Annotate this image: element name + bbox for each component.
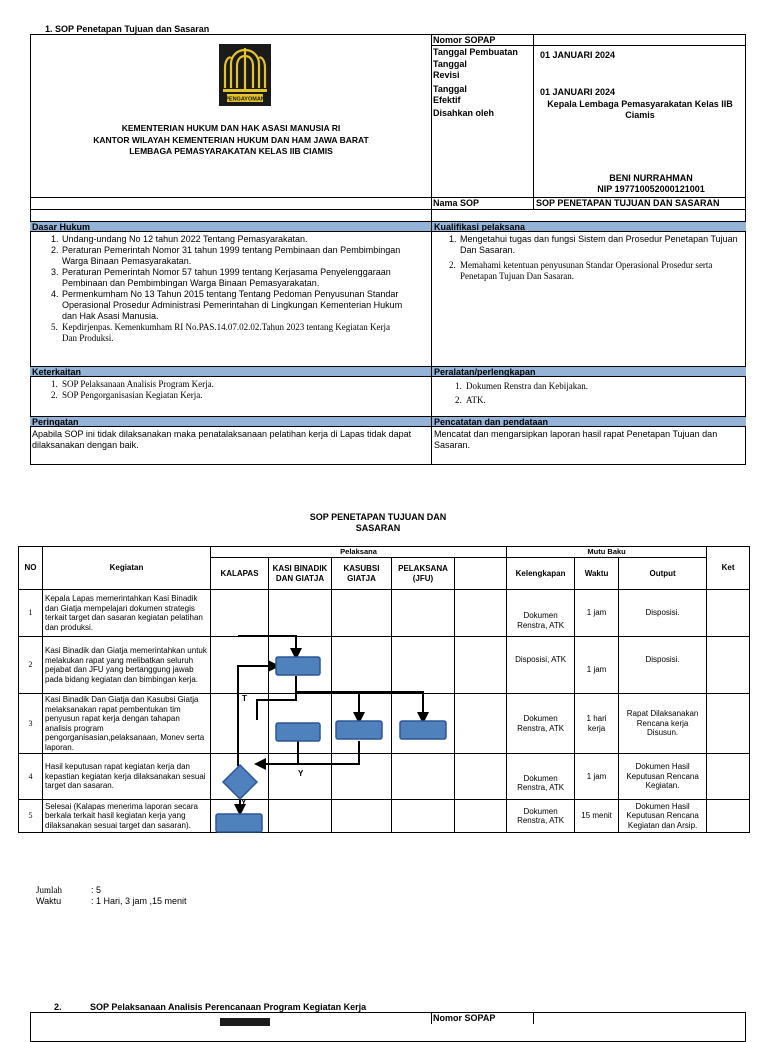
process-box-kasubsi-row3 xyxy=(336,721,382,739)
table-row: 3 Kasi Binadik Dan Giatja dan Kasubsi Giatja melaksanakan rapat pembentukan tim penyusun rapat kerja dengan tahapan analisis program pengorganisasian,pelaksanaan, Monev serta laporan. Dokumen Renstra, ATK 1 hari kerja Rapat Dilaksanakan Rencana kerja Disusun. xyxy=(19,694,750,754)
header-no: NO xyxy=(19,547,43,590)
summary xyxy=(36,885,187,907)
value-nama-sop: SOP PENETAPAN TUJUAN DAN SASARAN xyxy=(536,198,720,208)
list-item: 4. Permenkumham No 13 Tahun 2015 tentang Tentang Pedoman Penyusunan Standar Operasional Prosedur Administrasi Pemerintahan di Lingkungan Kementerian Hukum dan Hak Asasi Manusia. xyxy=(51,289,403,321)
table-row: 4 Hasil keputusan rapat kegiatan kerja dan kepastian kegiatan kerja dilaksanakan sesuai target dan sasaran. Dokumen Renstra, ATK 1 jam Dokumen Hasil Keputusan Rencana Kegiatan. xyxy=(19,754,750,800)
peringatan-text: Apabila SOP ini tidak dilaksanakan maka penatalaksanaan pelatihan kerja di Lapas tidak dapat dilaksanakan dengan baik. xyxy=(32,429,412,450)
list-item: 5. Kepdirjenpas. Kemenkumham RI No.PAS.14.07.02.02.Tahun 2023 tentang Kegiatan Kerja Dan Produksi. xyxy=(51,322,390,343)
header-kalapas: KALAPAS xyxy=(211,558,269,590)
section-title: 1. SOP Penetapan Tujuan dan Sasaran xyxy=(45,24,210,34)
waktu-value: : 1 Hari, 3 jam ,15 menit xyxy=(91,896,187,906)
header-ket: Ket xyxy=(707,547,750,590)
list-item: 1. Undang-undang No 12 tahun 2022 Tentang Pemasyarakatan. xyxy=(51,234,308,244)
label-tanggal-pembuatan: Tanggal Pembuatan xyxy=(433,47,518,57)
value-tanggal-pembuatan: 01 JANUARI 2024 xyxy=(540,50,616,60)
value-tanggal-efektif: 01 JANUARI 2024 xyxy=(540,87,616,97)
value-pengesah-nip: NIP 197710052000121001 xyxy=(597,184,705,194)
logo-text: PENGAYOMAN xyxy=(225,96,265,103)
table-row: 2 Kasi Binadik dan Giatja memerintahkan untuk melakukan rapat yang melibatkan seluruh pejabat dan JFU yang bertanggung jawab pada bidang kegiatan dan bimbingan kerja. Disposisi, ATK 1 jam Disposisi. xyxy=(19,637,750,694)
list-item: 1. SOP Pelaksanaan Analisis Program Kerja. xyxy=(51,379,214,389)
waktu-label: Waktu xyxy=(36,896,62,906)
label-tanggal-efektif: Tanggal Efektif xyxy=(433,84,467,105)
kualifikasi-heading: Kualifikasi pelaksana xyxy=(432,221,746,232)
label-disahkan-oleh: Disahkan oleh xyxy=(433,108,495,118)
header-pelaksana: Pelaksana xyxy=(211,547,507,558)
header-kegiatan: Kegiatan xyxy=(43,547,211,590)
list-item: 2. ATK. xyxy=(455,395,486,405)
list-item: 2. SOP Pengorganisasian Kegiatan Kerja. xyxy=(51,390,203,400)
value-pengesah-jabatan: Kepala Lembaga Pemasyarakatan Kelas IIB Ciamis xyxy=(547,99,733,120)
decision-diamond xyxy=(223,765,257,799)
list-item: 2. Peraturan Pemerintah Nomor 31 tahun 1999 tentang Pembinaan dan Pembimbingan Warga Binaan Pemasyarakatan. xyxy=(51,245,401,266)
label-y-2: Y xyxy=(241,798,247,807)
jumlah-label: Jumlah xyxy=(36,885,62,895)
section2-title: SOP Pelaksanaan Analisis Perencanaan Program Kegiatan Kerja xyxy=(90,1002,367,1012)
keterkaitan-heading: Keterkaitan xyxy=(30,366,431,377)
jumlah-value: : 5 xyxy=(91,885,102,895)
process-box-kasi-row2 xyxy=(276,657,320,675)
process-box-kasi-row3 xyxy=(276,723,320,741)
list-item: 2. Memahami ketentuan penyusunan Standar Operasional Prosedur serta Penetapan Tujuan Dan Sasaran. xyxy=(449,260,713,281)
header-output: Output xyxy=(619,558,707,590)
section2-label-nomor: Nomor SOPAP xyxy=(433,1013,496,1023)
pencatatan-text: Mencatat dan mengarsipkan laporan hasil rapat Penetapan Tujuan dan Sasaran. xyxy=(434,429,718,450)
table-row: 5 Selesai (Kalapas menerima laporan secara berkala terkait hasil kegiatan kerja yang dilaksanakan sesuai target dan sasaran). Dokumen Renstra, ATK 15 menit Dokumen Hasil Keputusan Rencana Kegiatan dan Arsip. xyxy=(19,800,750,833)
label-y-1: Y xyxy=(298,769,304,778)
label-tanggal-revisi: Tanggal Revisi xyxy=(433,59,467,80)
list-item: 1. Dokumen Renstra dan Kebijakan. xyxy=(455,381,588,391)
process-box-kalapas-row5 xyxy=(216,814,262,832)
header-kasubsi-giatja: KASUBSI GIATJA xyxy=(332,558,392,590)
section2-number: 2. xyxy=(54,1002,62,1012)
flow-title: SOP PENETAPAN TUJUAN DAN SASARAN xyxy=(309,512,447,533)
dasar-hukum-heading: Dasar Hukum xyxy=(30,221,431,232)
organization-name: KEMENTERIAN HUKUM DAN HAK ASASI MANUSIA RI KANTOR WILAYAH KEMENTERIAN HUKUM DAN HAM JAWA BARAT LEMBAGA PEMASYARAKATAN KELAS IIB CIAMIS xyxy=(93,123,369,156)
pencatatan-heading: Pencatatan dan pendataan xyxy=(432,416,746,427)
list-item: 3. Peraturan Pemerintah Nomor 57 tahun 1999 tentang Kerjasama Penyelenggaraan Pembinaan dan Pembimbingan Warga Binaan Pemasyarakatan. xyxy=(51,267,391,288)
label-t: T xyxy=(242,694,247,703)
section2-frame xyxy=(30,1012,746,1042)
value-pengesah-nama: BENI NURRAHMAN xyxy=(609,173,693,183)
header-pelaksana-jfu: PELAKSANA (JFU) xyxy=(392,558,455,590)
list-item: 1. Mengetahui tugas dan fungsi Sistem dan Prosedur Penetapan Tujuan Dan Sasaran. xyxy=(449,234,738,255)
peralatan-heading: Peralatan/perlengkapan xyxy=(432,366,746,377)
section2-logo xyxy=(220,1018,270,1026)
header-kasi-binadik: KASI BINADIK DAN GIATJA xyxy=(269,558,332,590)
label-nama-sop: Nama SOP xyxy=(433,198,480,208)
process-box-jfu-row3 xyxy=(400,721,446,739)
label-nomor-sop: Nomor SOPAP xyxy=(433,35,496,45)
header-mutu-baku: Mutu Baku xyxy=(507,547,707,558)
header-waktu: Waktu xyxy=(575,558,619,590)
header-kelengkapan: Kelengkapan xyxy=(507,558,575,590)
table-row: 1 Kepala Lapas memerintahkan Kasi Binadik dan Giatja mempelajari dokumen strategis terkait target dan sasaran kegiatan pelatihan dan produksi. Dokumen Renstra, ATK 1 jam Disposisi. xyxy=(19,590,750,637)
peringatan-heading: Peringatan xyxy=(30,416,431,427)
